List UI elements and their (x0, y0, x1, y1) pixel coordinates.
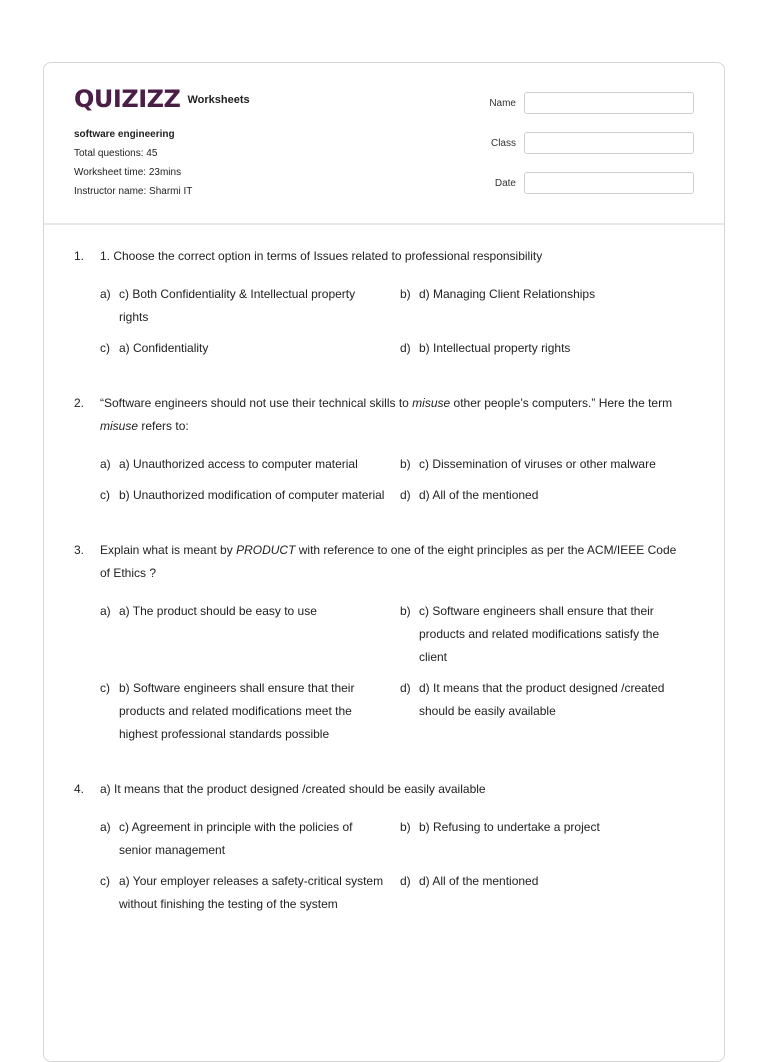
brand-subtitle: Worksheets (187, 94, 250, 106)
option-d[interactable] (400, 870, 690, 916)
option-letter: c) (100, 488, 110, 502)
instructor-name: Instructor name: Sharmi IT (74, 186, 193, 197)
question-text-part: a) It means that the product designed /created should be easily available (100, 782, 486, 796)
question-1 (74, 245, 689, 360)
option-a[interactable] (100, 453, 400, 476)
option-letter: a) (100, 604, 111, 618)
option-letter: a) (100, 820, 111, 834)
option-c[interactable] (100, 484, 400, 507)
class-field-row (489, 131, 694, 155)
option-text: a) Your employer releases a safety-critical system without finishing the testing of the system (119, 874, 384, 911)
option-text: c) Dissemination of viruses or other malware (419, 457, 656, 471)
option-letter: c) (100, 341, 110, 355)
option-text: b) Software engineers shall ensure that their products and related modifications meet the highest professional standards possible (119, 681, 355, 741)
worksheet-time: Worksheet time: 23mins (74, 167, 182, 178)
option-text: b) Refusing to undertake a project (419, 820, 600, 834)
date-field[interactable] (524, 172, 694, 194)
question-3 (74, 539, 689, 746)
option-d[interactable] (400, 337, 690, 360)
option-b[interactable] (400, 600, 690, 669)
name-field[interactable] (524, 92, 694, 114)
class-field[interactable] (524, 132, 694, 154)
option-b[interactable] (400, 283, 690, 329)
question-text-part: 1. Choose the correct option in terms of Issues related to professional responsibility (100, 249, 543, 263)
question-text (100, 539, 689, 585)
option-letter: a) (100, 457, 111, 471)
option-d[interactable] (400, 677, 690, 746)
option-a[interactable] (100, 600, 400, 669)
question-stem (74, 392, 689, 438)
option-text: d) It means that the product designed /created should be easily available (419, 681, 665, 718)
option-text: d) All of the mentioned (419, 488, 539, 502)
option-text: c) Both Confidentiality & Intellectual property rights (119, 287, 356, 324)
student-fields (489, 91, 694, 211)
emphasis: misuse (412, 396, 451, 410)
question-text-part: Explain what is meant by (100, 543, 237, 557)
option-letter: c) (100, 874, 110, 888)
worksheet-header (44, 63, 724, 225)
option-text: a) Confidentiality (119, 341, 209, 355)
name-label: Name (489, 97, 516, 109)
option-letter: a) (100, 287, 111, 301)
question-text-part: other people’s computers.” Here the term (450, 396, 673, 410)
option-letter: b) (400, 457, 411, 471)
question-text-part: refers to: (138, 419, 189, 433)
brand (74, 85, 250, 113)
question-text (100, 392, 689, 438)
question-number: 2. (74, 396, 85, 410)
class-label: Class (490, 137, 516, 149)
option-letter: d) (400, 341, 411, 355)
worksheet-page (43, 62, 725, 1062)
option-letter: b) (400, 820, 411, 834)
question-text (100, 778, 689, 801)
option-b[interactable] (400, 453, 690, 476)
option-d[interactable] (400, 484, 690, 507)
total-questions: Total questions: 45 (74, 148, 158, 159)
question-2 (74, 392, 689, 507)
option-letter: b) (400, 287, 411, 301)
emphasis: misuse (100, 419, 139, 433)
option-letter: d) (400, 681, 411, 695)
option-list (100, 816, 689, 916)
option-letter: d) (400, 488, 411, 502)
quizizz-logo: QUIZIZZ (74, 85, 181, 113)
question-text (100, 245, 689, 268)
question-list (74, 245, 689, 948)
option-list (100, 283, 689, 360)
option-a[interactable] (100, 816, 400, 862)
question-4 (74, 778, 689, 916)
option-list (100, 600, 689, 746)
question-number: 4. (74, 782, 85, 796)
option-c[interactable] (100, 337, 400, 360)
date-label: Date (494, 177, 516, 189)
option-text: a) The product should be easy to use (119, 604, 317, 618)
option-text: c) Software engineers shall ensure that their products and related modifications satisfy the client (419, 604, 660, 664)
option-text: d) All of the mentioned (419, 874, 539, 888)
option-list (100, 453, 689, 507)
option-text: b) Intellectual property rights (419, 341, 571, 355)
option-c[interactable] (100, 870, 400, 916)
question-text-part: “Software engineers should not use their technical skills to (100, 396, 413, 410)
option-letter: b) (400, 604, 411, 618)
date-field-row (489, 171, 694, 195)
question-number: 1. (74, 249, 85, 263)
option-letter: d) (400, 874, 411, 888)
option-a[interactable] (100, 283, 400, 329)
question-number: 3. (74, 543, 85, 557)
emphasis: PRODUCT (236, 543, 296, 557)
option-text: d) Managing Client Relationships (419, 287, 596, 301)
worksheet-subject: software engineering (74, 129, 175, 140)
question-stem (74, 245, 689, 268)
option-b[interactable] (400, 816, 690, 862)
option-text: c) Agreement in principle with the policies of senior management (119, 820, 353, 857)
option-letter: c) (100, 681, 110, 695)
option-c[interactable] (100, 677, 400, 746)
question-stem (74, 539, 689, 585)
worksheet-meta (74, 125, 192, 201)
question-text-part: with reference to one of the eight principles as per the ACM/IEEE Code of Ethics ? (100, 543, 677, 580)
option-text: a) Unauthorized access to computer material (119, 457, 358, 471)
question-stem (74, 778, 689, 801)
option-text: b) Unauthorized modification of computer material (119, 488, 385, 502)
name-field-row (489, 91, 694, 115)
